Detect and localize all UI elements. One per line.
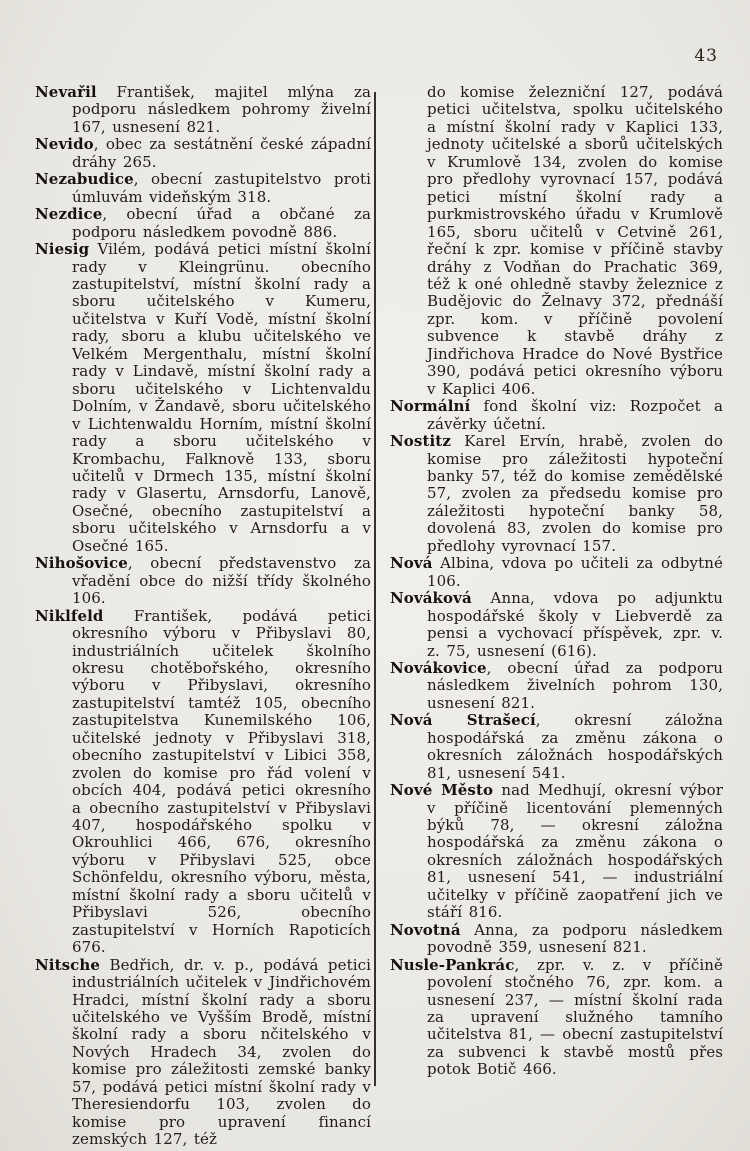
entry-text: , obecní úřad za podporu následkem živelních pohrom 130, usnesení 821. <box>427 658 723 712</box>
entry-term: Nezdice <box>35 205 103 224</box>
entry-term: Novotná <box>390 920 461 939</box>
entry-text: fond školní viz: Rozpočet a závěrky účetní. <box>427 397 723 433</box>
index-entry-nezdice <box>35 206 371 241</box>
entry-term: Normální <box>390 397 471 416</box>
entry-term: Niesig <box>35 240 90 259</box>
entry-text: , obecní zastupitelstvo proti úmluvám videňským 318. <box>72 170 371 206</box>
entry-text: Albina, vdova po učiteli za odbytné 106. <box>427 554 723 590</box>
entry-continuation-nitsche <box>390 84 723 398</box>
page-number: 43 <box>694 46 718 66</box>
entry-text: Anna, vdova po adjunktu hospodářské školy v Liebverdě za pensi a vychovací příspěvek, zpr. v. z. 75, usnesení (616). <box>427 589 723 660</box>
right-column <box>390 84 723 1079</box>
entry-text: František, podává petici okresního výboru v Přibyslavi 80, industriálních učitelek školního okresu chotěbořského, okresního výboru v Přibyslavi, okresního zastupitelství tamtéž 105, obecního zastupitelstva Kunemilského 106, učitelské jednoty v Přibyslavi 318, obecního zastupitelství v Libici 358, zvolen do komise pro řád volení v obcích 404, podává petici okresního a obecního zastupitelství v Přibyslavi 407, hospodářského spolku v Okrouhlici 466, 676, okresního výboru v Přibyslavi 525, obce Schönfeldu, okresního výboru, města, místní školní rady a sboru učitelů v Přibyslavi 526, obecního zastupitelství v Horních Rapoticích 676. <box>72 606 371 957</box>
entry-term: Nihošovice <box>35 554 128 573</box>
entry-term: Novákovice <box>390 658 487 677</box>
index-entry-nova-albina <box>390 555 723 590</box>
index-entry-nostitz <box>390 433 723 555</box>
entry-term: Nostitz <box>390 432 451 451</box>
index-entry-niklfeld <box>35 608 371 957</box>
index-entry-novakova <box>390 590 723 660</box>
entry-text: , okresní záložna hospodářská za změnu zákona o okresních záložnách hospodářských 81, usnesení 541. <box>427 711 723 782</box>
entry-text: František, majitel mlýna za podporu následkem pohromy živelní 167, usnesení 821. <box>72 83 371 136</box>
entry-term: Nováková <box>390 589 472 608</box>
column-divider <box>374 92 376 1086</box>
entry-text: , zpr. v. z. v příčině povolení stočného 76, zpr. kom. a usnesení 237, — místní školní rada za upravení služného tamního učitelstva 81, — obecní zastupitelství za subvenci k stavbě mostů přes potok Botič 466. <box>427 955 723 1079</box>
index-entry-nevido <box>35 136 371 171</box>
entry-text: Anna, za podporu následkem povodně 359, usnesení 821. <box>427 920 723 957</box>
entry-term: Nová Strašecí <box>390 711 536 730</box>
entry-text: do komise železniční 127, podává petici učitelstva, spolku učitelského a místní školní rady v Kaplici 133, jednoty učitelské a sborů učitelských v Krumlově 134, zvolen do komise pro předlohy vyrovnací 157, podává petici místní školní rady a purkmistrovského úřadu v Krumlově 165, sboru učitelů v Cetvině 261, řeční k zpr. komise v příčině stavby dráhy z Vodňan do Prachatic 369, též k oné ohledně stavby železnice z Budějovic do Želnavy 372, přednáší zpr. kom. v příčině povolení subvence k stavbě dráhy z Jindřichova Hradce do Nové Bystřice 390, podává petici okresního výboru v Kaplici 406. <box>427 83 723 398</box>
index-entry-novakovice <box>390 660 723 712</box>
entry-text: Vilém, podává petici místní školní rady v Kleingrünu. obecního zastupitelství, místní školní rady a sboru učitelského v Kumeru, učitelstva v Kuří Vodě, místní školní rady, sboru a klubu učitelského ve Velkém Mergenthalu, místní školní rady v Lindavě, místní školní rady a sboru učitelského v Lichtenvaldu Dolním, v Žandavě, sboru učitelského v Lichtenwaldu Horním, místní školní rady a sboru učitelského v Krombachu, Falknově 133, sboru učitelů v Drmech 135, místní školní rady v Glasertu, Arnsdorfu, Lanově, Osečné, obecního zastupitelství a sboru učitelského v Arnsdorfu a v Osečné 165. <box>72 240 371 555</box>
entry-text: Bedřich, dr. v. p., podává petici industriálních učitelek v Jindřichovém Hradci, místní školní rady a sboru učitelského ve Vyšším Brodě, místní školní rady a sboru nčitelského v Nových Hradech 34, zvolen do komise pro záležitosti zemské banky 57, podává petici místní školní rady v Theresiendorfu 103, zvolen do komise pro upravení financí zemských 127, též <box>72 955 371 1149</box>
entry-term: Nusle-Pankrác <box>390 955 515 974</box>
index-entry-niesig <box>35 241 371 555</box>
entry-term: Nové Město <box>390 781 494 800</box>
entry-term: Nitsche <box>35 955 101 974</box>
index-entry-nezabudice <box>35 171 371 206</box>
entry-term: Nevařil <box>35 83 97 101</box>
index-entry-nitsche <box>35 957 371 1149</box>
left-column <box>35 84 371 1149</box>
entry-text: nad Medhují, okresní výbor v příčině licentování plemenných býků 78, — okresní záložna hospodářská za změnu zákona o okresních záložnách hospodářských 81, usnesení 541, — industriální učitelky v příčině zaopatření jich ve stáří 816. <box>427 781 723 922</box>
index-entry-nevaril <box>35 84 371 136</box>
entry-term: Niklfeld <box>35 606 104 625</box>
index-entry-novotna <box>390 922 723 957</box>
entry-term: Nová <box>390 554 433 573</box>
entry-text: , obecní představenstvo za vřadění obce do nižší třídy školného 106. <box>72 554 371 608</box>
entry-text: , obecní úřad a občané za podporu následkem povodně 886. <box>72 205 371 241</box>
index-entry-nove-mesto <box>390 782 723 922</box>
index-entry-normalni <box>390 398 723 433</box>
index-entry-nusle-pankrac <box>390 957 723 1079</box>
entry-term: Nevido <box>35 135 94 154</box>
index-entry-nihosovice <box>35 555 371 607</box>
entry-text: , obec za sestátnění české západní dráhy 265. <box>72 135 371 171</box>
entry-term: Nezabudice <box>35 170 134 189</box>
entry-text: Karel Ervín, hrabě, zvolen do komise pro záležitosti hypoteční banky 57, též do komise zemědělské 57, zvolen za předsedu komise pro záležitosti hypoteční banky 58, dovolená 83, zvolen do komise pro předlohy vyrovnací 157. <box>427 432 723 555</box>
index-entry-nova-straseci <box>390 712 723 782</box>
